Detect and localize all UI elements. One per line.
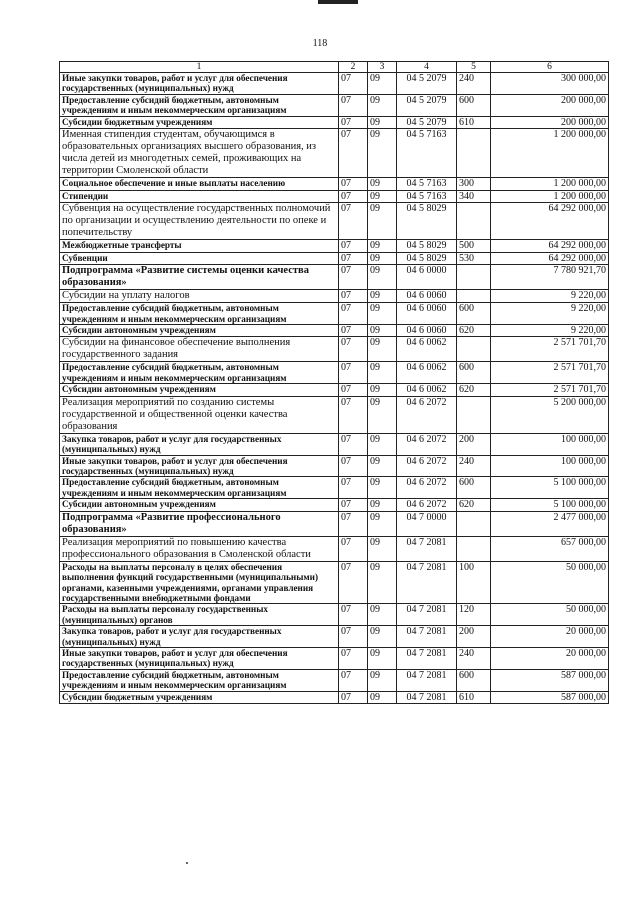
row-section-cell: 07	[339, 203, 368, 240]
row-target-article-cell: 04 6 0060	[397, 290, 457, 303]
row-target-article-cell: 04 6 0062	[397, 384, 457, 397]
table-row	[60, 455, 609, 477]
table-row	[60, 116, 609, 129]
table-body	[60, 73, 609, 704]
row-name-cell: Предоставление субсидий бюджетным, автономным учреждениям и иным некоммерческим организациям	[60, 303, 339, 325]
table-row	[60, 178, 609, 191]
row-expense-type-cell: 600	[457, 477, 491, 499]
row-section-cell: 07	[339, 178, 368, 191]
table-row	[60, 477, 609, 499]
table-row	[60, 604, 609, 626]
table-row	[60, 290, 609, 303]
row-name-cell: Предоставление субсидий бюджетным, автономным учреждениям и иным некоммерческим организациям	[60, 362, 339, 384]
row-subsection-cell: 09	[368, 240, 397, 253]
row-section-cell: 07	[339, 290, 368, 303]
row-subsection-cell: 09	[368, 73, 397, 95]
table-row	[60, 669, 609, 691]
row-subsection-cell: 09	[368, 129, 397, 178]
table-row	[60, 203, 609, 240]
row-target-article-cell: 04 7 0000	[397, 511, 457, 536]
row-subsection-cell: 09	[368, 203, 397, 240]
row-target-article-cell: 04 6 0060	[397, 303, 457, 325]
row-subsection-cell: 09	[368, 190, 397, 203]
column-header-2: 2	[339, 62, 368, 73]
row-target-article-cell: 04 6 2072	[397, 433, 457, 455]
row-amount-cell: 5 200 000,00	[491, 396, 609, 433]
row-subsection-cell: 09	[368, 94, 397, 116]
table-row	[60, 647, 609, 669]
table-row	[60, 324, 609, 337]
row-section-cell: 07	[339, 73, 368, 95]
row-expense-type-cell: 120	[457, 604, 491, 626]
row-target-article-cell: 04 7 2081	[397, 536, 457, 561]
row-subsection-cell: 09	[368, 669, 397, 691]
column-header-5: 5	[457, 62, 491, 73]
table-row	[60, 561, 609, 604]
row-name-cell: Реализация мероприятий по повышению качества профессионального образования в Смоленской области	[60, 536, 339, 561]
row-amount-cell: 5 100 000,00	[491, 477, 609, 499]
row-subsection-cell: 09	[368, 604, 397, 626]
row-subsection-cell: 09	[368, 252, 397, 265]
table-row	[60, 384, 609, 397]
table-row	[60, 94, 609, 116]
row-name-cell: Межбюджетные трансферты	[60, 240, 339, 253]
table-row	[60, 240, 609, 253]
row-name-cell: Субсидии на уплату налогов	[60, 290, 339, 303]
table-row	[60, 362, 609, 384]
row-expense-type-cell: 620	[457, 499, 491, 512]
row-target-article-cell: 04 7 2081	[397, 604, 457, 626]
row-name-cell: Субсидии автономным учреждениям	[60, 499, 339, 512]
row-name-cell: Субвенции	[60, 252, 339, 265]
row-target-article-cell: 04 6 2072	[397, 477, 457, 499]
row-section-cell: 07	[339, 129, 368, 178]
table-row	[60, 691, 609, 704]
row-amount-cell: 9 220,00	[491, 324, 609, 337]
row-name-cell: Стипендии	[60, 190, 339, 203]
row-name-cell: Подпрограмма «Развитие профессионального образования»	[60, 511, 339, 536]
row-target-article-cell: 04 5 2079	[397, 73, 457, 95]
row-subsection-cell: 09	[368, 290, 397, 303]
row-subsection-cell: 09	[368, 337, 397, 362]
row-subsection-cell: 09	[368, 396, 397, 433]
row-expense-type-cell: 610	[457, 116, 491, 129]
row-amount-cell: 657 000,00	[491, 536, 609, 561]
row-expense-type-cell	[457, 203, 491, 240]
table-row	[60, 190, 609, 203]
row-subsection-cell: 09	[368, 116, 397, 129]
row-amount-cell: 64 292 000,00	[491, 203, 609, 240]
row-expense-type-cell: 610	[457, 691, 491, 704]
row-expense-type-cell: 100	[457, 561, 491, 604]
row-amount-cell: 9 220,00	[491, 303, 609, 325]
row-amount-cell: 1 200 000,00	[491, 190, 609, 203]
row-section-cell: 07	[339, 94, 368, 116]
row-expense-type-cell: 300	[457, 178, 491, 191]
row-subsection-cell: 09	[368, 384, 397, 397]
table-row	[60, 433, 609, 455]
row-expense-type-cell: 240	[457, 647, 491, 669]
row-amount-cell: 5 100 000,00	[491, 499, 609, 512]
row-name-cell: Подпрограмма «Развитие системы оценки качества образования»	[60, 265, 339, 290]
budget-table	[59, 61, 609, 704]
row-amount-cell: 50 000,00	[491, 604, 609, 626]
row-name-cell: Предоставление субсидий бюджетным, автономным учреждениям и иным некоммерческим организациям	[60, 94, 339, 116]
row-subsection-cell: 09	[368, 511, 397, 536]
row-expense-type-cell: 600	[457, 303, 491, 325]
row-name-cell: Расходы на выплаты персоналу в целях обеспечения выполнения функций государственными (муниципальными) органами, казенными учреждениями, органами управления государственными внебюджетными фондами	[60, 561, 339, 604]
row-target-article-cell: 04 5 7163	[397, 129, 457, 178]
row-section-cell: 07	[339, 303, 368, 325]
row-amount-cell: 20 000,00	[491, 647, 609, 669]
row-subsection-cell: 09	[368, 477, 397, 499]
row-subsection-cell: 09	[368, 536, 397, 561]
row-subsection-cell: 09	[368, 691, 397, 704]
table-row	[60, 73, 609, 95]
row-target-article-cell: 04 6 2072	[397, 455, 457, 477]
row-subsection-cell: 09	[368, 561, 397, 604]
row-name-cell: Иные закупки товаров, работ и услуг для обеспечения государственных (муниципальных) нужд	[60, 73, 339, 95]
table-row	[60, 129, 609, 178]
row-name-cell: Предоставление субсидий бюджетным, автономным учреждениям и иным некоммерческим организациям	[60, 477, 339, 499]
row-amount-cell: 1 200 000,00	[491, 178, 609, 191]
row-section-cell: 07	[339, 240, 368, 253]
row-section-cell: 07	[339, 324, 368, 337]
row-name-cell: Закупка товаров, работ и услуг для государственных (муниципальных) нужд	[60, 433, 339, 455]
row-target-article-cell: 04 7 2081	[397, 691, 457, 704]
row-section-cell: 07	[339, 190, 368, 203]
row-target-article-cell: 04 5 8029	[397, 203, 457, 240]
row-section-cell: 07	[339, 691, 368, 704]
row-expense-type-cell: 620	[457, 324, 491, 337]
row-expense-type-cell	[457, 396, 491, 433]
row-name-cell: Субвенция на осуществление государственных полномочий по организации и осуществлению деятельности по опеке и попечительству	[60, 203, 339, 240]
row-amount-cell: 64 292 000,00	[491, 252, 609, 265]
row-target-article-cell: 04 5 2079	[397, 94, 457, 116]
table-row	[60, 337, 609, 362]
row-amount-cell: 7 780 921,70	[491, 265, 609, 290]
row-name-cell: Именная стипендия студентам, обучающимся в образовательных организациях высшего образования, из числа детей из многодетных семей, проживающих на территории Смоленской области	[60, 129, 339, 178]
row-section-cell: 07	[339, 499, 368, 512]
row-name-cell: Субсидии автономным учреждениям	[60, 324, 339, 337]
row-name-cell: Субсидии бюджетным учреждениям	[60, 691, 339, 704]
row-amount-cell: 300 000,00	[491, 73, 609, 95]
row-name-cell: Субсидии на финансовое обеспечение выполнения государственного задания	[60, 337, 339, 362]
table-row	[60, 396, 609, 433]
row-section-cell: 07	[339, 433, 368, 455]
row-amount-cell: 64 292 000,00	[491, 240, 609, 253]
row-subsection-cell: 09	[368, 455, 397, 477]
row-subsection-cell: 09	[368, 178, 397, 191]
row-section-cell: 07	[339, 455, 368, 477]
row-expense-type-cell	[457, 511, 491, 536]
row-expense-type-cell	[457, 290, 491, 303]
scan-edge-mark	[318, 0, 358, 4]
row-subsection-cell: 09	[368, 324, 397, 337]
row-name-cell: Предоставление субсидий бюджетным, автономным учреждениям и иным некоммерческим организациям	[60, 669, 339, 691]
row-amount-cell: 100 000,00	[491, 433, 609, 455]
row-target-article-cell: 04 5 8029	[397, 240, 457, 253]
row-name-cell: Социальное обеспечение и иные выплаты населению	[60, 178, 339, 191]
row-section-cell: 07	[339, 561, 368, 604]
row-target-article-cell: 04 6 2072	[397, 396, 457, 433]
row-amount-cell: 587 000,00	[491, 691, 609, 704]
row-subsection-cell: 09	[368, 626, 397, 648]
row-section-cell: 07	[339, 116, 368, 129]
row-target-article-cell: 04 7 2081	[397, 647, 457, 669]
row-amount-cell: 2 571 701,70	[491, 362, 609, 384]
row-expense-type-cell: 600	[457, 94, 491, 116]
row-amount-cell: 200 000,00	[491, 116, 609, 129]
row-target-article-cell: 04 6 0062	[397, 362, 457, 384]
row-subsection-cell: 09	[368, 433, 397, 455]
row-amount-cell: 20 000,00	[491, 626, 609, 648]
table-row	[60, 536, 609, 561]
row-section-cell: 07	[339, 337, 368, 362]
row-name-cell: Иные закупки товаров, работ и услуг для обеспечения государственных (муниципальных) нужд	[60, 455, 339, 477]
row-target-article-cell: 04 5 2079	[397, 116, 457, 129]
row-expense-type-cell: 200	[457, 626, 491, 648]
row-section-cell: 07	[339, 477, 368, 499]
row-target-article-cell: 04 7 2081	[397, 626, 457, 648]
row-subsection-cell: 09	[368, 303, 397, 325]
row-section-cell: 07	[339, 396, 368, 433]
row-target-article-cell: 04 6 0000	[397, 265, 457, 290]
row-amount-cell: 50 000,00	[491, 561, 609, 604]
row-target-article-cell: 04 6 0062	[397, 337, 457, 362]
row-expense-type-cell: 240	[457, 455, 491, 477]
row-expense-type-cell	[457, 337, 491, 362]
row-section-cell: 07	[339, 362, 368, 384]
row-expense-type-cell	[457, 536, 491, 561]
row-expense-type-cell: 600	[457, 362, 491, 384]
row-amount-cell: 587 000,00	[491, 669, 609, 691]
row-subsection-cell: 09	[368, 362, 397, 384]
row-amount-cell: 100 000,00	[491, 455, 609, 477]
row-subsection-cell: 09	[368, 499, 397, 512]
row-target-article-cell: 04 5 7163	[397, 178, 457, 191]
row-section-cell: 07	[339, 252, 368, 265]
column-header-6: 6	[491, 62, 609, 73]
scan-dot	[186, 862, 188, 864]
row-amount-cell: 9 220,00	[491, 290, 609, 303]
row-name-cell: Субсидии бюджетным учреждениям	[60, 116, 339, 129]
table-row	[60, 499, 609, 512]
row-expense-type-cell: 200	[457, 433, 491, 455]
row-expense-type-cell	[457, 265, 491, 290]
table-header-row	[60, 62, 609, 73]
row-expense-type-cell	[457, 129, 491, 178]
row-name-cell: Иные закупки товаров, работ и услуг для обеспечения государственных (муниципальных) нужд	[60, 647, 339, 669]
table-row	[60, 511, 609, 536]
row-expense-type-cell: 500	[457, 240, 491, 253]
page-number: 118	[312, 38, 328, 49]
row-section-cell: 07	[339, 626, 368, 648]
row-name-cell: Закупка товаров, работ и услуг для государственных (муниципальных) нужд	[60, 626, 339, 648]
column-header-1: 1	[60, 62, 339, 73]
table-row	[60, 252, 609, 265]
row-subsection-cell: 09	[368, 265, 397, 290]
row-section-cell: 07	[339, 604, 368, 626]
row-amount-cell: 200 000,00	[491, 94, 609, 116]
row-amount-cell: 2 477 000,00	[491, 511, 609, 536]
row-target-article-cell: 04 7 2081	[397, 561, 457, 604]
row-section-cell: 07	[339, 511, 368, 536]
row-section-cell: 07	[339, 384, 368, 397]
row-name-cell: Расходы на выплаты персоналу государственных (муниципальных) органов	[60, 604, 339, 626]
row-name-cell: Субсидии автономным учреждениям	[60, 384, 339, 397]
row-section-cell: 07	[339, 669, 368, 691]
row-subsection-cell: 09	[368, 647, 397, 669]
row-expense-type-cell: 600	[457, 669, 491, 691]
row-target-article-cell: 04 6 0060	[397, 324, 457, 337]
row-amount-cell: 2 571 701,70	[491, 337, 609, 362]
table-row	[60, 626, 609, 648]
row-expense-type-cell: 340	[457, 190, 491, 203]
row-target-article-cell: 04 7 2081	[397, 669, 457, 691]
row-amount-cell: 1 200 000,00	[491, 129, 609, 178]
row-target-article-cell: 04 5 8029	[397, 252, 457, 265]
table-row	[60, 265, 609, 290]
row-expense-type-cell: 530	[457, 252, 491, 265]
row-target-article-cell: 04 6 2072	[397, 499, 457, 512]
row-target-article-cell: 04 5 7163	[397, 190, 457, 203]
table-row	[60, 303, 609, 325]
column-header-3: 3	[368, 62, 397, 73]
row-expense-type-cell: 620	[457, 384, 491, 397]
row-section-cell: 07	[339, 647, 368, 669]
row-expense-type-cell: 240	[457, 73, 491, 95]
row-name-cell: Реализация мероприятий по созданию системы государственной и общественной оценки качества образования	[60, 396, 339, 433]
column-header-4: 4	[397, 62, 457, 73]
row-section-cell: 07	[339, 265, 368, 290]
row-amount-cell: 2 571 701,70	[491, 384, 609, 397]
row-section-cell: 07	[339, 536, 368, 561]
